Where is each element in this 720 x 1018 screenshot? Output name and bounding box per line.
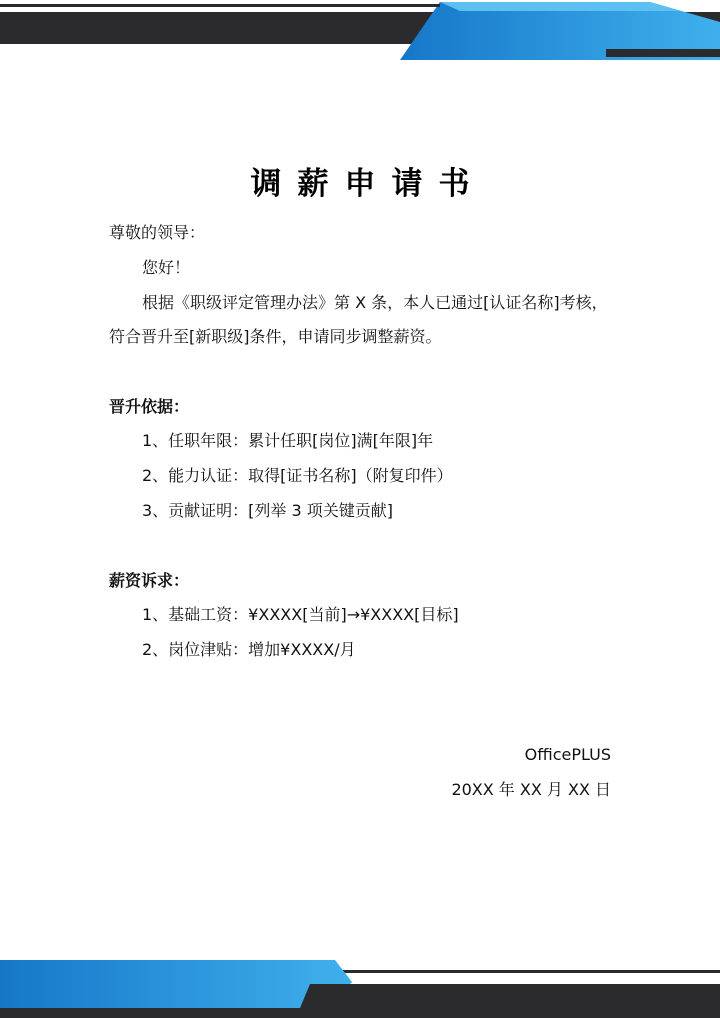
intro-line-2: 符合晋升至[新职级]条件，申请同步调整薪资。 — [109, 327, 442, 346]
basis-item: 3、贡献证明：[列举 3 项关键贡献] — [142, 501, 394, 520]
header-thin-line — [0, 4, 440, 7]
page-title: 调薪申请书 — [250, 166, 486, 202]
header-decoration — [0, 0, 720, 64]
demands-item: 1、基础工资：¥XXXX[当前]→¥XXXX[目标] — [142, 605, 459, 624]
footer-decoration — [0, 956, 720, 1018]
footer-thin-line — [290, 970, 720, 973]
header-right-bar — [606, 49, 720, 57]
basis-heading: 晋升依据： — [109, 397, 190, 416]
salutation: 尊敬的领导： — [109, 223, 206, 242]
signature: OfficePLUS — [524, 745, 611, 764]
basis-item: 1、任职年限：累计任职[岗位]满[年限]年 — [142, 431, 434, 450]
demands-item: 2、岗位津贴：增加¥XXXX/月 — [142, 640, 356, 659]
demands-heading: 薪资诉求： — [109, 571, 190, 590]
footer-blue-shape — [0, 960, 352, 1008]
header-blue-highlight — [440, 2, 680, 11]
greeting: 您好！ — [142, 258, 191, 277]
basis-item: 2、能力认证：取得[证书名称]（附复印件） — [142, 466, 453, 485]
date: 20XX 年 XX 月 XX 日 — [451, 780, 611, 799]
intro-line-1: 根据《职级评定管理办法》第 X 条，本人已通过[认证名称]考核， — [142, 293, 608, 312]
